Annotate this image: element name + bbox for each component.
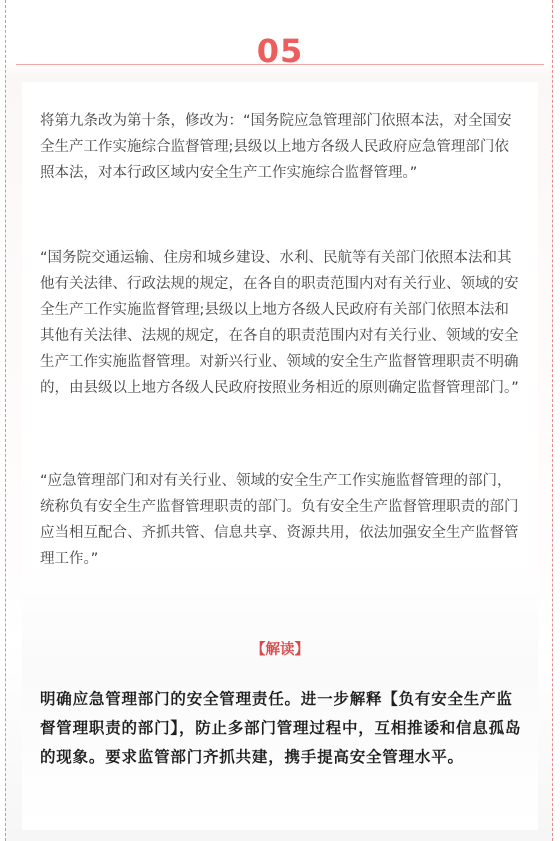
section-number: 05 bbox=[256, 32, 304, 70]
paragraph-2: “国务院交通运输、住房和城乡建设、水利、民航等有关部门依照本法和其他有关法律、行政法规的规定，在各自的职责范围内对有关行业、领域的安全生产工作实施监督管理;县级以上地方各级人民政府有关部门依照本法和其他有关法律、法规的规定，在各自的职责范围内对有关行业、领域的安全生产工作实施监督管理。对新兴行业、领域的安全生产监督管理职责不明确的，由县级以上地方各级人民政府按照业务相近的原则确定监督管理部门。” bbox=[40, 250, 519, 396]
section-header bbox=[16, 30, 544, 80]
paragraph-3: “应急管理部门和对有关行业、领域的安全生产工作实施监督管理的部门，统称负有安全生产监督管理职责的部门。负有安全生产监督管理职责的部门应当相互配合、齐抓共管、信息共享、资源共用，依法加强安全生产监督管理工作。” bbox=[40, 473, 519, 567]
interpretation-body: 明确应急管理部门的安全管理责任。进一步解释【负有安全生产监督管理职责的部门】，防止多部门管理过程中，互相推诿和信息孤岛的现象。要求监管部门齐抓共建，携手提高安全管理水平。 bbox=[40, 690, 522, 766]
paragraph-1: 将第九条改为第十条，修改为：“国务院应急管理部门依照本法，对全国安全生产工作实施综合监督管理;县级以上地方各级人民政府应急管理部门依照本法，对本行政区域内安全生产工作实施综合监督管理。” bbox=[40, 113, 512, 181]
interpretation-title: 【解读】 bbox=[251, 642, 309, 658]
